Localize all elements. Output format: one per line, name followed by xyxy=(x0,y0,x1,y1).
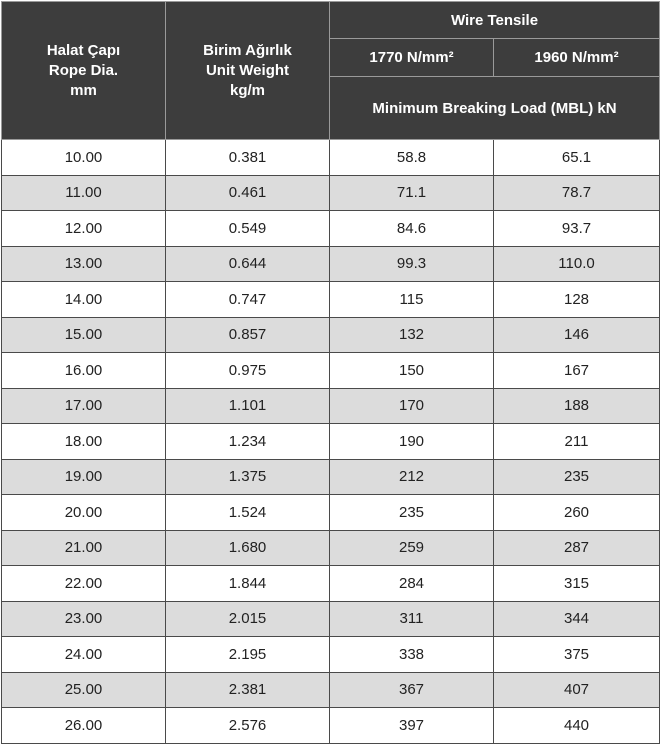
cell-mbl-1960: 188 xyxy=(494,388,660,424)
cell-mbl-1960: 78.7 xyxy=(494,175,660,211)
cell-mbl-1770: 132 xyxy=(330,317,494,353)
cell-mbl-1770: 338 xyxy=(330,637,494,673)
cell-mbl-1960: 315 xyxy=(494,566,660,602)
cell-mbl-1960: 167 xyxy=(494,353,660,389)
cell-unit-weight: 1.375 xyxy=(166,459,330,495)
table-row xyxy=(2,140,660,176)
cell-mbl-1960: 440 xyxy=(494,708,660,744)
cell-mbl-1960: 407 xyxy=(494,672,660,708)
cell-unit-weight: 2.195 xyxy=(166,637,330,673)
table-row xyxy=(2,495,660,531)
cell-unit-weight: 0.644 xyxy=(166,246,330,282)
header-rope-diameter xyxy=(2,2,166,140)
cell-mbl-1960: 260 xyxy=(494,495,660,531)
cell-mbl-1770: 190 xyxy=(330,424,494,460)
cell-mbl-1960: 344 xyxy=(494,601,660,637)
cell-rope-diameter: 15.00 xyxy=(2,317,166,353)
cell-unit-weight: 0.461 xyxy=(166,175,330,211)
cell-unit-weight: 2.576 xyxy=(166,708,330,744)
cell-mbl-1770: 212 xyxy=(330,459,494,495)
cell-unit-weight: 0.381 xyxy=(166,140,330,176)
cell-unit-weight: 0.549 xyxy=(166,211,330,247)
cell-rope-diameter: 12.00 xyxy=(2,211,166,247)
cell-rope-diameter: 26.00 xyxy=(2,708,166,744)
cell-rope-diameter: 18.00 xyxy=(2,424,166,460)
cell-rope-diameter: 11.00 xyxy=(2,175,166,211)
cell-mbl-1770: 150 xyxy=(330,353,494,389)
cell-rope-diameter: 20.00 xyxy=(2,495,166,531)
table-row xyxy=(2,566,660,602)
cell-mbl-1770: 84.6 xyxy=(330,211,494,247)
cell-rope-diameter: 21.00 xyxy=(2,530,166,566)
table-body xyxy=(2,140,660,744)
cell-unit-weight: 1.234 xyxy=(166,424,330,460)
cell-unit-weight: 0.857 xyxy=(166,317,330,353)
header-rope-diameter-tr: Halat Çapı xyxy=(46,41,121,59)
table-row xyxy=(2,388,660,424)
table-row xyxy=(2,672,660,708)
cell-mbl-1770: 235 xyxy=(330,495,494,531)
cell-mbl-1770: 367 xyxy=(330,672,494,708)
cell-unit-weight: 1.101 xyxy=(166,388,330,424)
cell-rope-diameter: 24.00 xyxy=(2,637,166,673)
header-mbl: Minimum Breaking Load (MBL) kN xyxy=(330,77,660,140)
cell-mbl-1770: 58.8 xyxy=(330,140,494,176)
cell-mbl-1960: 211 xyxy=(494,424,660,460)
header-rope-diameter-en: Rope Dia. xyxy=(48,61,119,79)
table-row xyxy=(2,601,660,637)
header-unit-weight-en: Unit Weight xyxy=(205,61,290,79)
cell-unit-weight: 0.747 xyxy=(166,282,330,318)
header-grade-1960: 1960 N/mm² xyxy=(494,39,660,77)
header-unit-weight xyxy=(166,2,330,140)
cell-unit-weight: 1.680 xyxy=(166,530,330,566)
cell-mbl-1960: 93.7 xyxy=(494,211,660,247)
header-rope-diameter-unit: mm xyxy=(70,81,97,99)
table-row xyxy=(2,246,660,282)
cell-unit-weight: 1.844 xyxy=(166,566,330,602)
table-header xyxy=(2,2,660,140)
cell-mbl-1960: 235 xyxy=(494,459,660,495)
table-row xyxy=(2,424,660,460)
table-row xyxy=(2,459,660,495)
cell-rope-diameter: 17.00 xyxy=(2,388,166,424)
cell-mbl-1770: 259 xyxy=(330,530,494,566)
table-row xyxy=(2,708,660,744)
header-unit-weight-tr: Birim Ağırlık xyxy=(203,41,292,59)
header-wire-tensile: Wire Tensile xyxy=(330,2,660,39)
header-grade-1770: 1770 N/mm² xyxy=(330,39,494,77)
cell-mbl-1960: 287 xyxy=(494,530,660,566)
cell-unit-weight: 2.381 xyxy=(166,672,330,708)
header-unit-weight-unit: kg/m xyxy=(229,81,265,99)
table-row xyxy=(2,211,660,247)
cell-mbl-1770: 311 xyxy=(330,601,494,637)
cell-mbl-1770: 170 xyxy=(330,388,494,424)
cell-mbl-1770: 284 xyxy=(330,566,494,602)
table-row xyxy=(2,353,660,389)
cell-mbl-1960: 110.0 xyxy=(494,246,660,282)
cell-mbl-1960: 375 xyxy=(494,637,660,673)
rope-spec-table xyxy=(1,1,660,744)
cell-unit-weight: 0.975 xyxy=(166,353,330,389)
cell-rope-diameter: 10.00 xyxy=(2,140,166,176)
cell-rope-diameter: 19.00 xyxy=(2,459,166,495)
cell-mbl-1960: 65.1 xyxy=(494,140,660,176)
cell-rope-diameter: 16.00 xyxy=(2,353,166,389)
cell-rope-diameter: 13.00 xyxy=(2,246,166,282)
cell-unit-weight: 1.524 xyxy=(166,495,330,531)
table-row xyxy=(2,530,660,566)
cell-mbl-1770: 397 xyxy=(330,708,494,744)
table-row xyxy=(2,175,660,211)
cell-mbl-1770: 99.3 xyxy=(330,246,494,282)
table-row xyxy=(2,637,660,673)
cell-rope-diameter: 14.00 xyxy=(2,282,166,318)
cell-rope-diameter: 23.00 xyxy=(2,601,166,637)
table-row xyxy=(2,282,660,318)
cell-unit-weight: 2.015 xyxy=(166,601,330,637)
cell-mbl-1770: 115 xyxy=(330,282,494,318)
cell-mbl-1960: 146 xyxy=(494,317,660,353)
cell-mbl-1960: 128 xyxy=(494,282,660,318)
cell-mbl-1770: 71.1 xyxy=(330,175,494,211)
cell-rope-diameter: 25.00 xyxy=(2,672,166,708)
table-row xyxy=(2,317,660,353)
cell-rope-diameter: 22.00 xyxy=(2,566,166,602)
